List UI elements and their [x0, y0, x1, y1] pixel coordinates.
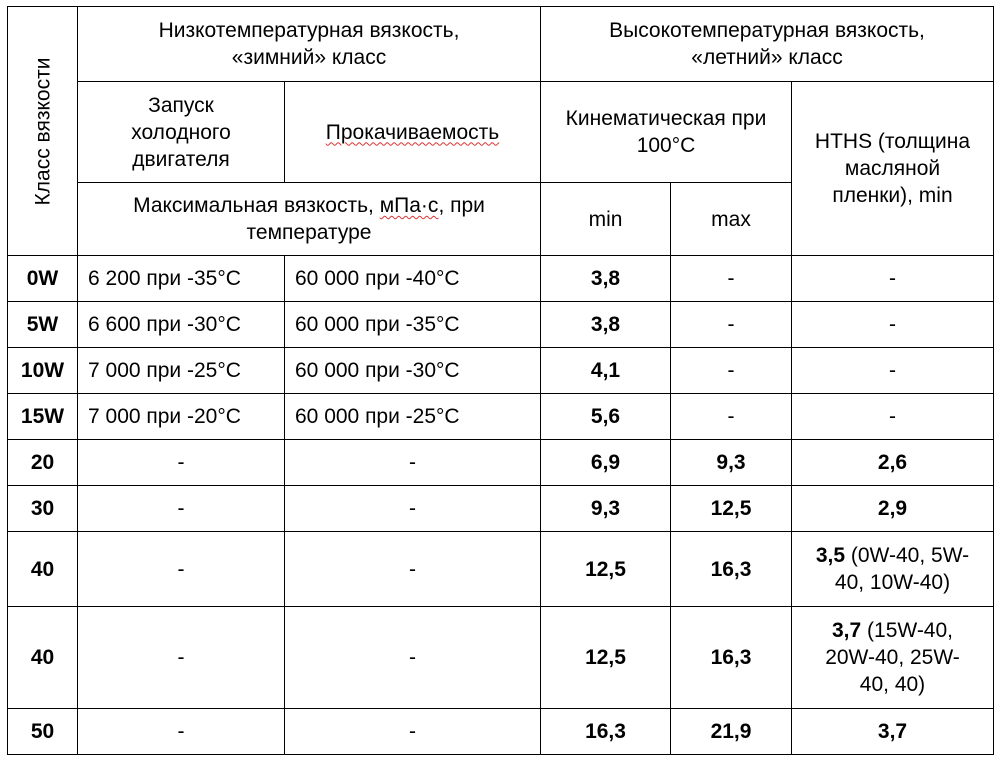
- header-viscosity-class-label: Класс вязкости: [31, 57, 54, 205]
- viscosity-table: [7, 6, 994, 755]
- header-pumpability: [285, 82, 541, 183]
- cell-kinematic-max: 9,3: [671, 440, 792, 486]
- cell-hths: 3,7: [792, 709, 994, 755]
- cell-cold-start: -: [78, 486, 285, 532]
- cell-hths: [792, 532, 994, 607]
- cell-kinematic-max: 21,9: [671, 709, 792, 755]
- cell-kinematic-min: 6,9: [541, 440, 671, 486]
- cell-class: 15W: [8, 394, 78, 440]
- cell-kinematic-min: 4,1: [541, 348, 671, 394]
- cell-pumpability: -: [285, 709, 541, 755]
- cell-hths: [792, 607, 994, 709]
- cell-cold-start: -: [78, 607, 285, 709]
- cell-pumpability: 60 000 при -30°С: [285, 348, 541, 394]
- cell-kinematic-min: 3,8: [541, 302, 671, 348]
- cell-hths-line2: 20W-40, 25W-: [825, 646, 960, 669]
- cell-kinematic-min: 12,5: [541, 607, 671, 709]
- header-max-viscosity: [78, 183, 541, 256]
- cell-pumpability: -: [285, 486, 541, 532]
- cell-pumpability: 60 000 при -35°С: [285, 302, 541, 348]
- cell-pumpability: 60 000 при -40°С: [285, 256, 541, 302]
- cell-class: 50: [8, 709, 78, 755]
- cell-class: 40: [8, 607, 78, 709]
- header-min: min: [541, 183, 671, 256]
- header-viscosity-class: [8, 7, 78, 256]
- header-max-viscosity-suffix: , при: [438, 194, 485, 217]
- cell-class: 10W: [8, 348, 78, 394]
- header-low-temp-line1: Низкотемпературная вязкость,: [158, 19, 460, 42]
- cell-cold-start: -: [78, 532, 285, 607]
- cell-hths: -: [792, 394, 994, 440]
- header-max-viscosity-unit: мПа·с: [379, 194, 439, 217]
- cell-hths-line3: 40, 40): [859, 673, 926, 696]
- header-max-viscosity-line2: температуре: [246, 221, 372, 244]
- header-max: max: [671, 183, 792, 256]
- cell-kinematic-min: 5,6: [541, 394, 671, 440]
- cell-hths: 2,9: [792, 486, 994, 532]
- cell-hths-line2: 40, 10W-40): [834, 571, 951, 594]
- header-kinematic-line2: 100°С: [636, 134, 696, 157]
- cell-pumpability: -: [285, 440, 541, 486]
- header-max-viscosity-text: Максимальная вязкость,: [133, 194, 374, 217]
- header-cold-start-line1: Запуск: [148, 93, 214, 117]
- cell-hths-value: 3,5: [815, 544, 846, 567]
- header-kinematic: [541, 82, 792, 183]
- header-hths-line3: пленки), min: [832, 184, 953, 207]
- header-cold-start-line3: двигателя: [132, 147, 230, 171]
- cell-hths-value: 3,7: [831, 619, 862, 642]
- header-high-temp-line1: Высокотемпературная вязкость,: [609, 19, 925, 42]
- header-cold-start-line2: холодного: [131, 120, 231, 144]
- cell-kinematic-max: 12,5: [671, 486, 792, 532]
- cell-cold-start: -: [78, 440, 285, 486]
- cell-class: 5W: [8, 302, 78, 348]
- cell-cold-start: 7 000 при -25°С: [78, 348, 285, 394]
- cell-cold-start: 6 200 при -35°С: [78, 256, 285, 302]
- cell-cold-start: 6 600 при -30°С: [78, 302, 285, 348]
- header-hths-line1: HTHS (толщина: [814, 130, 971, 153]
- header-low-temp: [78, 7, 541, 82]
- header-high-temp: [541, 7, 994, 82]
- cell-kinematic-min: 12,5: [541, 532, 671, 607]
- cell-class: 20: [8, 440, 78, 486]
- cell-class: 0W: [8, 256, 78, 302]
- cell-kinematic-min: 9,3: [541, 486, 671, 532]
- cell-hths-line1: [832, 617, 953, 644]
- header-pumpability-label: Прокачиваемость: [325, 120, 500, 144]
- cell-kinematic-max: -: [671, 256, 792, 302]
- cell-hths: -: [792, 256, 994, 302]
- cell-kinematic-max: 16,3: [671, 607, 792, 709]
- cell-hths: -: [792, 348, 994, 394]
- cell-kinematic-min: 16,3: [541, 709, 671, 755]
- header-max-viscosity-line1: [133, 192, 485, 219]
- header-hths-line2: масляной: [844, 157, 941, 180]
- cell-pumpability: -: [285, 607, 541, 709]
- cell-cold-start: -: [78, 709, 285, 755]
- header-high-temp-line2: «летний» класс: [691, 46, 843, 69]
- cell-kinematic-max: 16,3: [671, 532, 792, 607]
- cell-hths: -: [792, 302, 994, 348]
- header-hths: [792, 82, 994, 256]
- cell-hths-note: (0W-40, 5W-: [845, 544, 970, 567]
- header-low-temp-line2: «зимний» класс: [231, 46, 387, 69]
- cell-pumpability: -: [285, 532, 541, 607]
- header-cold-start: [78, 82, 285, 183]
- cell-kinematic-max: -: [671, 348, 792, 394]
- cell-hths: 2,6: [792, 440, 994, 486]
- cell-hths-line1: [816, 542, 969, 569]
- cell-kinematic-max: -: [671, 302, 792, 348]
- cell-hths-note: (15W-40,: [861, 619, 954, 642]
- cell-cold-start: 7 000 при -20°С: [78, 394, 285, 440]
- cell-pumpability: 60 000 при -25°С: [285, 394, 541, 440]
- cell-kinematic-max: -: [671, 394, 792, 440]
- cell-class: 30: [8, 486, 78, 532]
- header-kinematic-line1: Кинематическая при: [565, 107, 767, 130]
- cell-kinematic-min: 3,8: [541, 256, 671, 302]
- cell-class: 40: [8, 532, 78, 607]
